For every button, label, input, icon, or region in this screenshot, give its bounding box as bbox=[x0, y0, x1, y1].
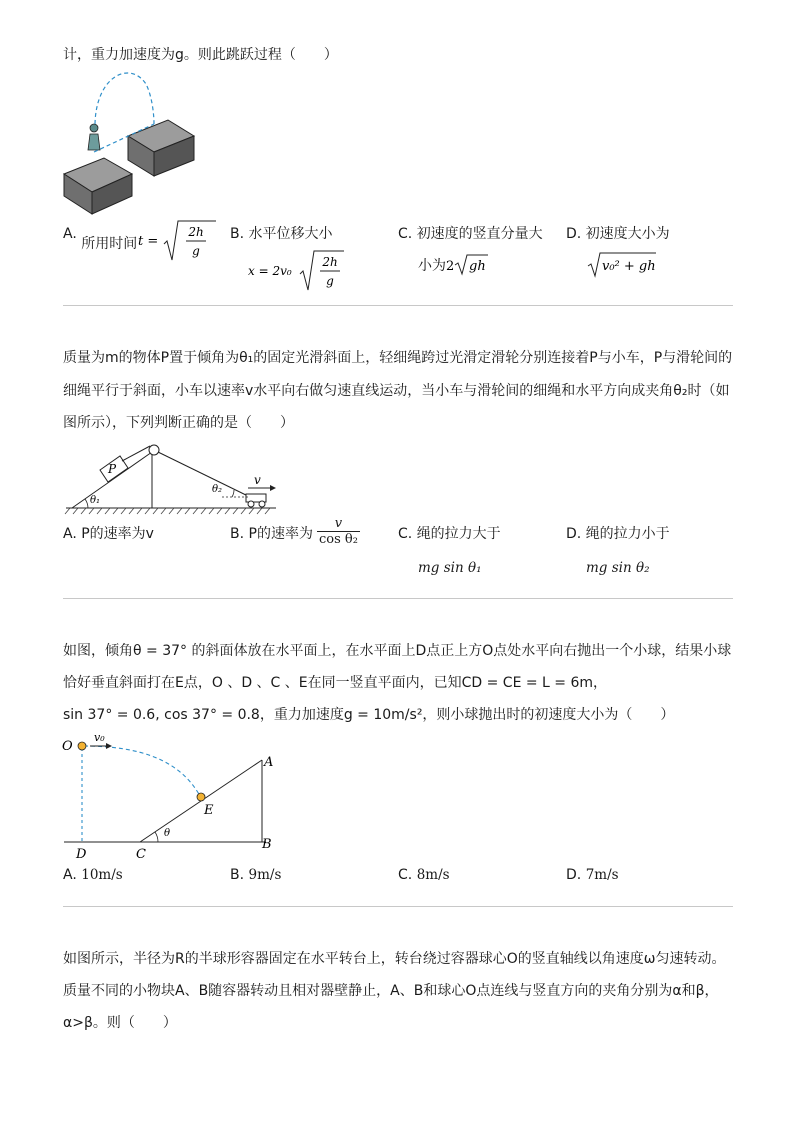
q3-line3: sin 37° = 0.6, cos 37° = 0.8，重力加速度g = 10m/s²，则小球抛出时的初速度大小为（ ） bbox=[63, 707, 675, 723]
q1-figure-jump bbox=[60, 66, 200, 218]
q1-option-a-label: A. bbox=[63, 226, 77, 242]
q3-option-d-value: 7m/s bbox=[585, 867, 619, 883]
q1-option-a-math bbox=[138, 218, 218, 264]
q1-option-a-text: 所用时间 bbox=[81, 236, 138, 252]
q1-option-c[interactable] bbox=[398, 224, 543, 244]
q4-line2: 质量不同的小物块A、B随容器转动且相对器壁静止，A、B和球心O点连线与竖直方向的夹角分别为α和β， bbox=[63, 983, 719, 999]
q1-option-c-label: C. bbox=[398, 226, 413, 242]
q1-option-c-coef: 2 bbox=[446, 259, 455, 274]
q3-line2: 恰好垂直斜面打在E点，O 、D 、C 、E在同一竖直平面内，已知CD = CE = L = 6m， bbox=[63, 675, 608, 691]
q3-line1: 如图，倾角θ = 37° 的斜面体放在水平面上，在水平面上D点正上方O点处水平向右抛出一个小球，结果小球 bbox=[63, 643, 732, 659]
q2-option-c-label: C. bbox=[398, 526, 413, 542]
q3-option-a[interactable] bbox=[63, 865, 123, 885]
q1-option-b[interactable] bbox=[230, 224, 333, 244]
q2-option-b-den: cos θ₂ bbox=[319, 532, 358, 547]
q3-option-b-value: 9m/s bbox=[248, 867, 282, 883]
q1-option-a-den: g bbox=[192, 244, 200, 258]
q3-option-c[interactable] bbox=[398, 865, 450, 885]
q2-velocity-label: v bbox=[254, 473, 261, 487]
q1-option-b-math bbox=[248, 246, 348, 292]
q3-option-b-label: B. bbox=[230, 867, 245, 883]
q1-option-a[interactable] bbox=[63, 224, 138, 252]
q3-label-D: D bbox=[76, 847, 87, 862]
q3-option-a-value: 10m/s bbox=[81, 867, 123, 883]
q3-label-v0: v₀ bbox=[94, 731, 105, 744]
q2-option-b-label: B. bbox=[230, 526, 245, 542]
q3-figure-projectile-incline bbox=[60, 730, 290, 862]
q3-option-a-label: A. bbox=[63, 867, 77, 883]
q2-option-d-text: 绳的拉力小于 bbox=[585, 526, 670, 542]
q2-option-b-num: v bbox=[317, 516, 360, 532]
separator-3 bbox=[63, 906, 733, 907]
q1-option-a-equation: t = bbox=[138, 234, 159, 249]
q1-option-b-num: 2h bbox=[322, 255, 338, 269]
q1-option-c-text2: 小为 bbox=[418, 258, 446, 274]
q2-option-a[interactable] bbox=[63, 524, 154, 544]
q3-label-E: E bbox=[204, 803, 214, 818]
q3-label-O: O bbox=[62, 739, 73, 754]
q3-option-d[interactable] bbox=[566, 865, 619, 885]
q3-label-C: C bbox=[136, 847, 146, 862]
q2-angle1-label: θ₁ bbox=[90, 495, 101, 506]
q1-stem: 计，重力加速度为g。则此跳跃过程（ ） bbox=[63, 47, 338, 63]
separator-2 bbox=[63, 598, 733, 599]
q2-option-d[interactable] bbox=[566, 524, 670, 544]
q2-option-c-text: 绳的拉力大于 bbox=[416, 526, 501, 542]
q2-angle2-label: θ₂ bbox=[212, 484, 223, 495]
q3-label-B: B bbox=[262, 837, 272, 852]
q2-figure-incline-pulley bbox=[64, 440, 284, 516]
q2-block-label: P bbox=[108, 462, 117, 476]
q1-option-d-math bbox=[586, 249, 658, 279]
q4-line1: 如图所示，半径为R的半球形容器固定在水平转台上，转台绕过容器球心O的竖直轴线以角速度ω匀速转动。 bbox=[63, 951, 726, 967]
q1-option-d[interactable] bbox=[566, 224, 670, 244]
q2-option-c[interactable] bbox=[398, 524, 501, 544]
q1-option-d-rad: v₀² + gh bbox=[602, 259, 656, 274]
q1-option-d-text: 初速度大小为 bbox=[585, 226, 670, 242]
q1-option-c-line2 bbox=[418, 256, 446, 276]
q1-option-c-math bbox=[446, 252, 490, 278]
q3-option-d-label: D. bbox=[566, 867, 582, 883]
q2-line3: 图所示），下列判断正确的是（ ） bbox=[63, 415, 294, 431]
q2-line2: 细绳平行于斜面，小车以速率v水平向右做匀速直线运动，当小车与滑轮间的细绳和水平方向成夹角θ₂时（如 bbox=[63, 383, 730, 399]
q3-option-b[interactable] bbox=[230, 865, 281, 885]
q2-option-b-fraction bbox=[317, 516, 360, 547]
q3-option-c-label: C. bbox=[398, 867, 413, 883]
q1-option-b-den: g bbox=[326, 274, 334, 288]
q2-option-a-label: A. bbox=[63, 526, 77, 542]
separator-1 bbox=[63, 305, 733, 306]
q2-option-b-text: P的速率为 bbox=[248, 526, 313, 542]
q1-option-b-label: B. bbox=[230, 226, 245, 242]
q2-option-d-label: D. bbox=[566, 526, 582, 542]
q2-option-a-text: P的速率为v bbox=[81, 526, 154, 542]
q2-option-b[interactable] bbox=[230, 524, 313, 544]
q1-option-b-equation: x = 2v₀ bbox=[248, 264, 292, 278]
q2-option-c-math: mg sin θ₁ bbox=[418, 560, 482, 576]
q3-label-A: A bbox=[264, 755, 274, 770]
q4-line3: α>β。则（ ） bbox=[63, 1015, 177, 1031]
q1-option-c-rad: gh bbox=[469, 259, 486, 274]
q1-option-c-text: 初速度的竖直分量大 bbox=[416, 226, 543, 242]
q1-option-a-num: 2h bbox=[188, 225, 204, 239]
q2-line1: 质量为m的物体P置于倾角为θ₁的固定光滑斜面上，轻细绳跨过光滑定滑轮分别连接着P与小车，P与滑轮间的 bbox=[63, 350, 733, 366]
q3-label-theta: θ bbox=[164, 828, 171, 839]
q1-option-b-text: 水平位移大小 bbox=[248, 226, 333, 242]
q2-option-d-math: mg sin θ₂ bbox=[586, 560, 650, 576]
q3-option-c-value: 8m/s bbox=[416, 867, 450, 883]
q1-option-d-label: D. bbox=[566, 226, 582, 242]
